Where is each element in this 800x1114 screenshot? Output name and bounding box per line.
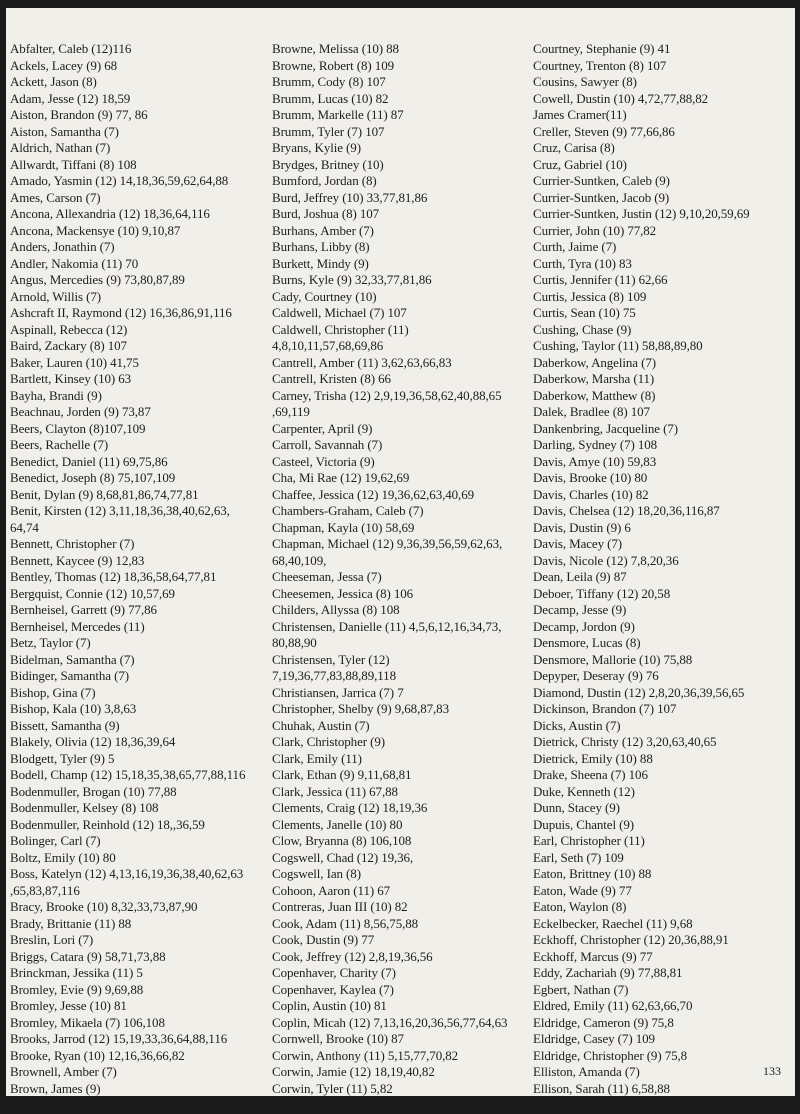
index-entry: Copenhaver, Kaylea (7) — [272, 981, 394, 997]
index-entry: Currier-Suntken, Jacob (9) — [533, 189, 670, 205]
index-entry: Cady, Courtney (10) — [272, 288, 377, 304]
index-entry: Beers, Clayton (8)107,109 — [10, 420, 146, 436]
index-entry: Courtney, Trenton (8) 107 — [533, 57, 667, 73]
index-entry: Cousins, Sawyer (8) — [533, 74, 637, 89]
index-entry: Ancona, Allexandria (12) 18,36,64,116 — [10, 206, 210, 221]
index-entry: Currier-Suntken, Justin (12) 9,10,20,59,69 — [533, 206, 750, 221]
index-entry: Brooke, Ryan (10) 12,16,36,66,82 — [10, 1047, 185, 1063]
index-entry: Christensen, Tyler (12) — [272, 651, 390, 667]
index-entry: Davis, Macey (7) — [533, 536, 623, 551]
index-entry: Bumford, Jordan (8) — [272, 173, 377, 188]
index-entry: Coplin, Austin (10) 81 — [272, 998, 387, 1013]
index-entry: Curth, Jaime (7) — [533, 239, 617, 254]
index-entry: Amado, Yasmin (12) 14,18,36,59,62,64,88 — [10, 173, 229, 188]
index-entry: Brumm, Tyler (7) 107 — [272, 123, 385, 139]
index-entry: Brady, Brittanie (11) 88 — [10, 915, 132, 931]
index-column-1 — [10, 41, 268, 1114]
index-entry: Dickinson, Brandon (7) 107 — [533, 701, 677, 716]
index-entry: Eaton, Brittney (10) 88 — [533, 866, 652, 881]
index-entry: Beers, Rachelle (7) — [10, 437, 109, 452]
index-entry: Cheesemen, Jessica (8) 106 — [272, 585, 414, 601]
index-entry: Brinckman, Jessika (11) 5 — [10, 965, 143, 980]
index-entry: Baker, Lauren (10) 41,75 — [10, 354, 139, 370]
index-entry: Chaffee, Jessica (12) 19,36,62,63,40,69 — [272, 486, 475, 502]
index-entry: Betz, Taylor (7) — [10, 635, 91, 650]
index-entry: Corwin, Tyler (11) 5,82 — [272, 1080, 393, 1096]
index-entry: Bishop, Gina (7) — [10, 684, 96, 700]
index-entry: Corwin, Jamie (12) 18,19,40,82 — [272, 1064, 435, 1079]
index-entry: Davis, Amye (10) 59,83 — [533, 453, 657, 469]
index-entry: Davis, Dustin (9) 6 — [533, 519, 631, 535]
index-entry: Bissett, Samantha (9) — [10, 717, 120, 733]
index-entry: Bidinger, Samantha (7) — [10, 668, 129, 683]
index-entry: Bernheisel, Mercedes (11) — [10, 618, 145, 634]
index-entry: Burkett, Mindy (9) — [272, 255, 369, 271]
index-entry: Bromley, Jesse (10) 81 — [10, 998, 127, 1013]
index-entry: Cantrell, Kristen (8) 66 — [272, 371, 391, 386]
index-entry: Bodell, Champ (12) 15,18,35,38,65,77,88,116 — [10, 767, 246, 782]
index-entry: Blakely, Olivia (12) 18,36,39,64 — [10, 734, 176, 749]
index-entry: Ashcraft II, Raymond (12) 16,36,86,91,116 — [10, 305, 232, 320]
index-entry: Caldwell, Michael (7) 107 — [272, 305, 407, 320]
index-entry: Clark, Christopher (9) — [272, 734, 385, 749]
index-entry: Beachnau, Jorden (9) 73,87 — [10, 404, 151, 419]
index-entry: Bernheisel, Garrett (9) 77,86 — [10, 602, 157, 617]
index-entry: Boss, Katelyn (12) 4,13,16,19,36,38,40,62,63 — [10, 866, 244, 881]
index-entry: Aiston, Brandon (9) 77, 86 — [10, 107, 148, 122]
index-entry: Cha, Mi Rae (12) 19,62,69 — [272, 470, 410, 485]
index-entry: Courtney, Stephanie (9) 41 — [533, 41, 671, 56]
index-entry: Decamp, Jordon (9) — [533, 618, 635, 634]
index-entry: Cruz, Carisa (8) — [533, 140, 615, 155]
index-entry: ,69,119 — [272, 404, 310, 419]
index-entry: Deboer, Tiffany (12) 20,58 — [533, 585, 671, 601]
index-entry: Burhans, Libby (8) — [272, 239, 370, 254]
index-entry: Anders, Jonathin (7) — [10, 239, 115, 254]
index-entry: Chapman, Kayla (10) 58,69 — [272, 519, 415, 535]
index-entry: Ames, Carson (7) — [10, 189, 101, 205]
index-entry: Dankenbring, Jacqueline (7) — [533, 420, 678, 436]
index-entry: Earl, Seth (7) 109 — [533, 849, 624, 865]
index-entry: Benedict, Daniel (11) 69,75,86 — [10, 453, 168, 469]
index-entry: Clements, Janelle (10) 80 — [272, 816, 403, 832]
index-entry: Brydges, Britney (10) — [272, 156, 384, 172]
index-entry: Dupuis, Chantel (9) — [533, 816, 635, 832]
index-entry: Bennett, Christopher (7) — [10, 536, 135, 551]
index-entry: Abfalter, Caleb (12)116 — [10, 41, 132, 56]
index-entry: Davis, Nicole (12) 7,8,20,36 — [533, 552, 679, 568]
index-entry: Curth, Tyra (10) 83 — [533, 255, 632, 271]
index-entry: Brooks, Jarrod (12) 15,19,33,36,64,88,116 — [10, 1031, 228, 1046]
index-entry: Clements, Craig (12) 18,19,36 — [272, 800, 428, 815]
index-entry: Decamp, Jesse (9) — [533, 602, 627, 617]
index-entry: Aldrich, Nathan (7) — [10, 140, 111, 155]
index-entry: Dean, Leila (9) 87 — [533, 569, 627, 584]
index-entry: Bergquist, Connie (12) 10,57,69 — [10, 585, 175, 601]
index-entry: Brumm, Markelle (11) 87 — [272, 107, 404, 122]
index-entry: Christensen, Danielle (11) 4,5,6,12,16,34,73, — [272, 618, 502, 634]
index-entry: Clark, Emily (11) — [272, 750, 362, 766]
index-entry: Cosgrove, Brandon (9) 77,86 — [272, 1097, 422, 1112]
index-entry: Cowell, Dustin (10) 4,72,77,88,82 — [533, 90, 709, 106]
index-entry: Bromley, Evie (9) 9,69,88 — [10, 981, 144, 997]
index-entry: Brumm, Lucas (10) 82 — [272, 90, 389, 106]
index-entry: Brown, James (9) — [10, 1080, 101, 1096]
index-entry: Bodenmuller, Brogan (10) 77,88 — [10, 783, 177, 799]
index-entry: Currier, John (10) 77,82 — [533, 222, 657, 238]
index-entry: Carroll, Savannah (7) — [272, 437, 383, 452]
index-entry: Eldridge, Casey (7) 109 — [533, 1031, 655, 1046]
index-entry: Dietrick, Christy (12) 3,20,63,40,65 — [533, 734, 717, 749]
index-entry: Chuhak, Austin (7) — [272, 717, 370, 733]
index-page — [6, 8, 795, 1112]
index-entry: Bracy, Brooke (10) 8,32,33,73,87,90 — [10, 899, 198, 914]
index-entry: Benit, Kirsten (12) 3,11,18,36,38,40,62,63, — [10, 503, 230, 518]
index-entry: Dietrick, Emily (10) 88 — [533, 750, 653, 766]
index-entry: Carpenter, April (9) — [272, 420, 373, 436]
index-entry: Dunn, Stacey (9) — [533, 800, 620, 815]
index-entry: Eldridge, Cameron (9) 75,8 — [533, 1014, 674, 1030]
index-entry: Creller, Steven (9) 77,66,86 — [533, 123, 675, 139]
index-entry: Daberkow, Matthew (8) — [533, 387, 656, 403]
index-entry: Angus, Mercedies (9) 73,80,87,89 — [10, 272, 185, 287]
index-entry: Cogswell, Chad (12) 19,36, — [272, 849, 414, 865]
index-entry: Aiston, Samantha (7) — [10, 123, 119, 139]
index-entry: Bidelman, Samantha (7) — [10, 651, 135, 667]
index-entry: Dicks, Austin (7) — [533, 717, 621, 733]
index-entry: Eckhoff, Marcus (9) 77 — [533, 948, 653, 964]
index-entry: Bryans, Kylie (9) — [272, 140, 361, 155]
index-entry: Cheeseman, Jessa (7) — [272, 569, 382, 584]
index-entry: Cogswell, Ian (8) — [272, 866, 361, 881]
index-entry: Davis, Charles (10) 82 — [533, 486, 649, 502]
index-entry: Bodenmuller, Reinhold (12) 18,,36,59 — [10, 816, 205, 832]
index-entry: Curtis, Sean (10) 75 — [533, 305, 636, 320]
index-entry: Eckelbecker, Raechel (11) 9,68 — [533, 915, 693, 931]
index-entry: Bartlett, Kinsey (10) 63 — [10, 371, 132, 386]
index-entry: Earl, Christopher (11) — [533, 833, 645, 848]
index-entry: Davis, Brooke (10) 80 — [533, 470, 648, 485]
index-entry: Arnold, Willis (7) — [10, 288, 101, 304]
index-entry: Brownell, Amber (7) — [10, 1064, 117, 1079]
index-entry: Bodenmuller, Kelsey (8) 108 — [10, 800, 159, 815]
index-entry: Corwin, Anthony (11) 5,15,77,70,82 — [272, 1047, 459, 1063]
index-entry: Benedict, Joseph (8) 75,107,109 — [10, 470, 176, 485]
index-entry: Casteel, Victoria (9) — [272, 453, 375, 469]
index-entry: 80,88,90 — [272, 635, 317, 650]
index-entry: Cook, Adam (11) 8,56,75,88 — [272, 915, 419, 931]
index-entry: Clark, Jessica (11) 67,88 — [272, 783, 398, 799]
index-entry: Aspinall, Rebecca (12) — [10, 321, 128, 337]
index-column-3 — [533, 41, 791, 1114]
index-entry: Bishop, Kala (10) 3,8,63 — [10, 701, 137, 716]
index-entry: Curtis, Jennifer (11) 62,66 — [533, 272, 668, 287]
index-entry: Cushing, Taylor (11) 58,88,89,80 — [533, 338, 703, 353]
index-entry: Andler, Nakomia (11) 70 — [10, 255, 139, 271]
page-number: 133 — [763, 1064, 781, 1078]
index-entry: Eaton, Wade (9) 77 — [533, 882, 632, 898]
index-entry: Allwardt, Tiffani (8) 108 — [10, 156, 137, 172]
index-entry: Depyper, Deseray (9) 76 — [533, 668, 659, 683]
index-entry: Bayha, Brandi (9) — [10, 387, 102, 403]
index-entry: Browne, Robert (8) 109 — [272, 57, 394, 73]
index-entry: Childers, Allyssa (8) 108 — [272, 602, 400, 617]
index-entry: Briggs, Catara (9) 58,71,73,88 — [10, 948, 166, 964]
index-entry: ,65,83,87,116 — [10, 882, 80, 898]
index-entry: Densmore, Mallorie (10) 75,88 — [533, 651, 693, 667]
index-column-2 — [272, 41, 530, 1114]
index-entry: Darling, Sydney (7) 108 — [533, 437, 658, 452]
index-entry: Bolinger, Carl (7) — [10, 833, 101, 848]
index-entry: Ells, Ashley (8) 106,108 — [533, 1097, 658, 1112]
index-entry: Elliston, Amanda (7) — [533, 1064, 640, 1079]
index-entry: Cruz, Gabriel (10) — [533, 156, 627, 172]
index-entry: Cook, Dustin (9) 77 — [272, 932, 375, 947]
index-entry: Contreras, Juan III (10) 82 — [272, 899, 408, 914]
index-entry: Browne, Melissa (10) 88 — [272, 41, 399, 56]
index-entry: Cohoon, Aaron (11) 67 — [272, 882, 391, 898]
index-entry: Egbert, Nathan (7) — [533, 981, 629, 997]
index-entry: Daberkow, Marsha (11) — [533, 371, 655, 386]
index-entry: Cantrell, Amber (11) 3,62,63,66,83 — [272, 354, 452, 370]
index-entry: Eddy, Zachariah (9) 77,88,81 — [533, 965, 683, 980]
index-entry: Dalek, Bradlee (8) 107 — [533, 404, 650, 419]
index-entry: Eaton, Waylon (8) — [533, 899, 627, 914]
index-entry: Brumm, Cody (8) 107 — [272, 74, 386, 89]
index-entry: Cornwell, Brooke (10) 87 — [272, 1031, 404, 1046]
index-entry: Eldridge, Christopher (9) 75,8 — [533, 1047, 688, 1063]
index-entry: Bromley, Mikaela (7) 106,108 — [10, 1014, 165, 1030]
index-entry: Densmore, Lucas (8) — [533, 635, 641, 650]
index-entry: Eckhoff, Christopher (12) 20,36,88,91 — [533, 932, 729, 947]
index-entry: Breslin, Lori (7) — [10, 932, 94, 947]
index-entry: Ackett, Jason (8) — [10, 74, 97, 89]
index-entry: Blodgett, Tyler (9) 5 — [10, 750, 115, 766]
index-entry: Bennett, Kaycee (9) 12,83 — [10, 552, 145, 568]
index-entry: Davis, Chelsea (12) 18,20,36,116,87 — [533, 503, 720, 518]
index-entry: Christopher, Shelby (9) 9,68,87,83 — [272, 701, 449, 716]
index-entry: Burd, Joshua (8) 107 — [272, 206, 380, 221]
index-entry: 68,40,109, — [272, 552, 327, 568]
index-entry: Duke, Kenneth (12) — [533, 783, 635, 799]
index-entry: 64,74 — [10, 519, 39, 535]
index-entry: Cook, Jeffrey (12) 2,8,19,36,56 — [272, 948, 433, 964]
index-entry: Chapman, Michael (12) 9,36,39,56,59,62,63, — [272, 536, 503, 551]
index-entry: Copenhaver, Charity (7) — [272, 965, 396, 980]
index-entry: Cushing, Chase (9) — [533, 321, 632, 337]
index-entry: Burns, Kyle (9) 32,33,77,81,86 — [272, 272, 432, 287]
index-entry: Chambers-Graham, Caleb (7) — [272, 503, 424, 518]
index-entry: James Cramer(11) — [533, 107, 627, 122]
index-entry: Burd, Jeffrey (10) 33,77,81,86 — [272, 189, 428, 205]
index-entry: Diamond, Dustin (12) 2,8,20,36,39,56,65 — [533, 684, 745, 700]
index-entry: Christiansen, Jarrica (7) 7 — [272, 684, 404, 700]
index-entry: Daberkow, Angelina (7) — [533, 354, 656, 370]
index-entry: Ellison, Sarah (11) 6,58,88 — [533, 1080, 670, 1096]
index-entry: 7,19,36,77,83,88,89,118 — [272, 668, 396, 683]
index-entry: Ackels, Lacey (9) 68 — [10, 57, 118, 73]
index-entry: Baird, Zackary (8) 107 — [10, 338, 127, 353]
index-entry: Drake, Sheena (7) 106 — [533, 767, 648, 782]
index-entry: Benit, Dylan (9) 8,68,81,86,74,77,81 — [10, 486, 199, 502]
index-entry: Adam, Jesse (12) 18,59 — [10, 90, 131, 106]
index-entry: Coplin, Micah (12) 7,13,16,20,36,56,77,64,63 — [272, 1014, 508, 1030]
index-entry: Clark, Ethan (9) 9,11,68,81 — [272, 767, 412, 782]
index-entry: Currier-Suntken, Caleb (9) — [533, 173, 670, 188]
index-entry: Clow, Bryanna (8) 106,108 — [272, 833, 412, 848]
index-entry: Bentley, Thomas (12) 18,36,58,64,77,81 — [10, 569, 217, 584]
index-entry: Brown, Mary (10) — [10, 1097, 104, 1112]
index-entry: Curtis, Jessica (8) 109 — [533, 288, 647, 304]
index-entry: Boltz, Emily (10) 80 — [10, 849, 116, 865]
index-entry: Eldred, Emily (11) 62,63,66,70 — [533, 998, 693, 1013]
index-entry: Carney, Trisha (12) 2,9,19,36,58,62,40,88,65 — [272, 387, 502, 403]
index-entry: Ancona, Mackensye (10) 9,10,87 — [10, 222, 181, 238]
index-entry: 4,8,10,11,57,68,69,86 — [272, 338, 384, 353]
index-entry: Caldwell, Christopher (11) — [272, 321, 409, 337]
index-entry: Burhans, Amber (7) — [272, 222, 374, 238]
